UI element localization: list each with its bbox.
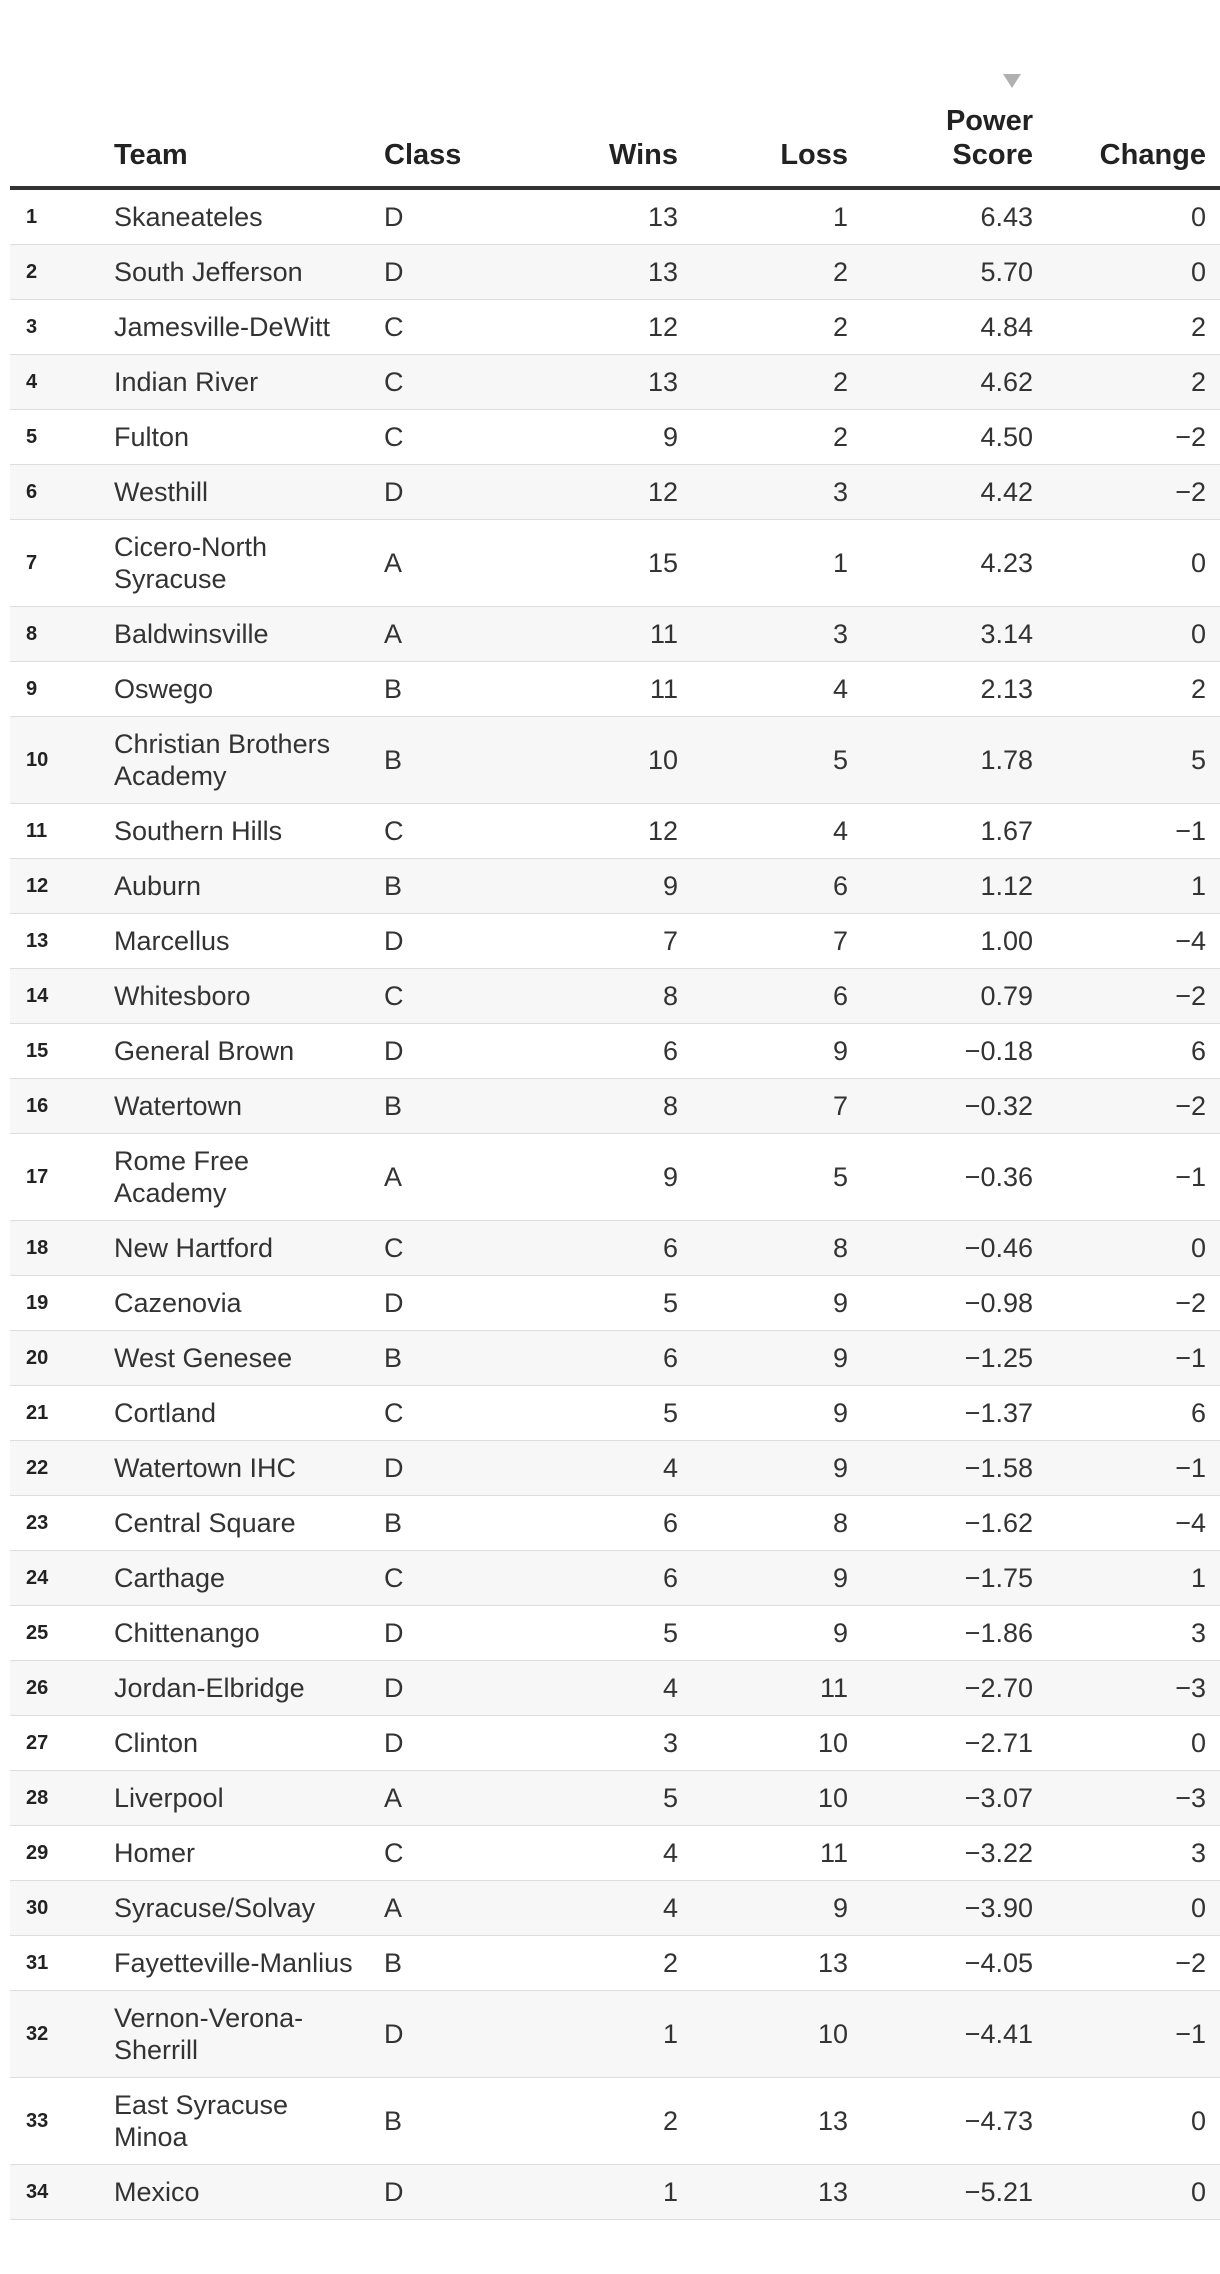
team-cell: Marcellus	[114, 926, 230, 956]
wins-cell: 4	[662, 1673, 678, 1703]
header-class[interactable]	[384, 0, 544, 188]
table-row	[10, 465, 1220, 520]
class-cell: A	[384, 1783, 403, 1813]
rank-cell: 13	[26, 930, 49, 952]
wins-cell: 6	[662, 1036, 678, 1066]
loss-cell: 3	[832, 477, 848, 507]
rank-cell: 7	[26, 552, 38, 574]
rank-cell: 24	[26, 1567, 49, 1589]
wins-cell: 4	[662, 1893, 678, 1923]
wins-cell: 4	[662, 1838, 678, 1868]
team-cell: Skaneateles	[114, 202, 263, 232]
class-cell: A	[384, 1162, 403, 1192]
change-cell: 3	[1190, 1618, 1206, 1648]
rank-cell: 34	[26, 2181, 49, 2203]
class-cell: B	[384, 1508, 403, 1538]
rank-cell: 14	[26, 985, 49, 1007]
team-cell: Cicero-North Syracuse	[114, 532, 268, 594]
table-row	[10, 914, 1220, 969]
change-cell: −2	[1175, 981, 1206, 1011]
loss-cell: 2	[832, 312, 848, 342]
change-cell: −1	[1175, 1343, 1206, 1373]
power-score-cell: −3.22	[964, 1838, 1033, 1868]
change-cell: −2	[1175, 1091, 1206, 1121]
power-score-cell: −2.71	[964, 1728, 1033, 1758]
change-cell: 2	[1190, 367, 1206, 397]
loss-cell: 9	[832, 1398, 848, 1428]
table-row	[10, 1134, 1220, 1221]
power-score-cell: −1.25	[964, 1343, 1033, 1373]
table-row	[10, 1606, 1220, 1661]
rank-cell: 9	[26, 678, 38, 700]
power-score-cell: 6.43	[980, 202, 1033, 232]
wins-cell: 13	[647, 202, 678, 232]
team-cell: Cortland	[114, 1398, 217, 1428]
rank-cell: 17	[26, 1166, 49, 1188]
wins-cell: 3	[662, 1728, 678, 1758]
header-rank	[10, 0, 114, 188]
wins-cell: 9	[662, 871, 678, 901]
rank-cell: 33	[26, 2110, 49, 2132]
wins-cell: 8	[662, 1091, 678, 1121]
class-cell: A	[384, 619, 403, 649]
class-cell: D	[384, 202, 404, 232]
rank-cell: 26	[26, 1677, 49, 1699]
change-cell: 2	[1190, 674, 1206, 704]
team-cell: Syracuse/Solvay	[114, 1893, 316, 1923]
rank-cell: 22	[26, 1457, 49, 1479]
table-row	[10, 188, 1220, 245]
class-cell: A	[384, 1893, 403, 1923]
sort-desc-icon	[1003, 74, 1021, 88]
loss-cell: 11	[819, 1838, 848, 1868]
loss-cell: 9	[832, 1288, 848, 1318]
table-row	[10, 1991, 1220, 2078]
power-score-cell: −1.58	[964, 1453, 1033, 1483]
table-header	[10, 0, 1220, 188]
loss-cell: 4	[832, 674, 848, 704]
class-cell: C	[384, 981, 404, 1011]
change-cell: 0	[1190, 548, 1206, 578]
rank-cell: 29	[26, 1842, 49, 1864]
power-score-cell: 4.42	[980, 477, 1033, 507]
rank-cell: 6	[26, 481, 38, 503]
team-cell: Indian River	[114, 367, 259, 397]
wins-cell: 6	[662, 1233, 678, 1263]
header-power-label-2: Score	[952, 139, 1033, 171]
header-loss-label: Loss	[780, 139, 848, 171]
table-body	[10, 188, 1220, 2220]
wins-cell: 13	[647, 367, 678, 397]
loss-cell: 7	[832, 926, 848, 956]
rank-cell: 21	[26, 1402, 49, 1424]
power-score-cell: −4.05	[964, 1948, 1033, 1978]
header-wins[interactable]	[544, 0, 678, 188]
team-cell: Fayetteville-Manlius	[114, 1948, 353, 1978]
power-score-cell: −0.32	[964, 1091, 1033, 1121]
change-cell: 0	[1190, 2177, 1206, 2207]
power-score-cell: 0.79	[980, 981, 1033, 1011]
table-row	[10, 859, 1220, 914]
wins-cell: 15	[647, 548, 678, 578]
loss-cell: 5	[832, 1162, 848, 1192]
team-cell: Cazenovia	[114, 1288, 242, 1318]
change-cell: −1	[1175, 2019, 1206, 2049]
wins-cell: 9	[662, 1162, 678, 1192]
class-cell: B	[384, 1343, 403, 1373]
power-score-cell: −3.07	[964, 1783, 1033, 1813]
loss-cell: 2	[832, 367, 848, 397]
wins-cell: 7	[662, 926, 678, 956]
class-cell: B	[384, 871, 403, 901]
loss-cell: 9	[832, 1618, 848, 1648]
header-change-label: Change	[1099, 139, 1206, 171]
loss-cell: 11	[819, 1673, 848, 1703]
change-cell: 1	[1190, 1563, 1206, 1593]
rank-cell: 32	[26, 2023, 49, 2045]
header-team[interactable]	[114, 0, 384, 188]
change-cell: 1	[1190, 871, 1206, 901]
loss-cell: 3	[832, 619, 848, 649]
team-cell: South Jefferson	[114, 257, 303, 287]
power-score-cell: −0.98	[964, 1288, 1033, 1318]
team-cell: Chittenango	[114, 1618, 260, 1648]
class-cell: D	[384, 1618, 404, 1648]
table-row	[10, 1496, 1220, 1551]
rank-cell: 3	[26, 316, 38, 338]
header-team-label: Team	[114, 139, 188, 171]
header-power-label-1: Power	[945, 105, 1033, 137]
loss-cell: 6	[832, 981, 848, 1011]
rank-cell: 12	[26, 875, 49, 897]
change-cell: −1	[1175, 1162, 1206, 1192]
wins-cell: 2	[662, 2106, 678, 2136]
team-cell: Christian Brothers Academy	[114, 729, 331, 791]
loss-cell: 2	[832, 422, 848, 452]
loss-cell: 2	[832, 257, 848, 287]
team-cell: Jordan-Elbridge	[114, 1673, 305, 1703]
class-cell: C	[384, 816, 404, 846]
team-cell: Jamesville-DeWitt	[114, 312, 331, 342]
rank-cell: 5	[26, 426, 38, 448]
wins-cell: 10	[647, 745, 678, 775]
power-score-cell: −1.62	[964, 1508, 1033, 1538]
wins-cell: 12	[647, 477, 678, 507]
team-cell: Oswego	[114, 674, 214, 704]
table-row	[10, 355, 1220, 410]
rank-cell: 10	[26, 749, 49, 771]
change-cell: −2	[1175, 1288, 1206, 1318]
class-cell: D	[384, 1453, 404, 1483]
power-score-cell: −4.41	[964, 2019, 1033, 2049]
table-row	[10, 1441, 1220, 1496]
rank-cell: 4	[26, 371, 38, 393]
change-cell: 0	[1190, 1893, 1206, 1923]
power-score-cell: 1.78	[980, 745, 1033, 775]
power-score-cell: −3.90	[964, 1893, 1033, 1923]
power-score-cell: 1.12	[980, 871, 1033, 901]
team-cell: New Hartford	[114, 1233, 274, 1263]
rank-cell: 20	[26, 1347, 49, 1369]
power-score-cell: 2.13	[980, 674, 1033, 704]
wins-cell: 8	[662, 981, 678, 1011]
power-score-cell: −5.21	[964, 2177, 1033, 2207]
wins-cell: 5	[662, 1288, 678, 1318]
rank-cell: 23	[26, 1512, 49, 1534]
power-score-cell: −1.75	[964, 1563, 1033, 1593]
loss-cell: 1	[832, 202, 848, 232]
team-cell: Southern Hills	[114, 816, 283, 846]
header-change[interactable]	[1033, 0, 1220, 188]
table-row	[10, 300, 1220, 355]
loss-cell: 13	[817, 1948, 848, 1978]
loss-cell: 5	[832, 745, 848, 775]
change-cell: 2	[1190, 312, 1206, 342]
change-cell: 6	[1190, 1036, 1206, 1066]
class-cell: B	[384, 745, 403, 775]
rank-cell: 8	[26, 623, 38, 645]
change-cell: −1	[1175, 816, 1206, 846]
class-cell: D	[384, 1728, 404, 1758]
table-row	[10, 520, 1220, 607]
change-cell: 3	[1190, 1838, 1206, 1868]
change-cell: 0	[1190, 1233, 1206, 1263]
wins-cell: 12	[647, 816, 678, 846]
change-cell: −2	[1175, 477, 1206, 507]
header-row	[10, 0, 1220, 188]
class-cell: C	[384, 1563, 404, 1593]
class-cell: B	[384, 674, 403, 704]
table-row	[10, 1386, 1220, 1441]
rank-cell: 27	[26, 1732, 49, 1754]
class-cell: D	[384, 257, 404, 287]
wins-cell: 2	[662, 1948, 678, 1978]
change-cell: −1	[1175, 1453, 1206, 1483]
class-cell: C	[384, 1233, 404, 1263]
team-cell: Rome Free Academy	[114, 1146, 250, 1208]
table-row	[10, 1771, 1220, 1826]
rank-cell: 15	[26, 1040, 49, 1062]
class-cell: D	[384, 2177, 404, 2207]
loss-cell: 4	[832, 816, 848, 846]
team-cell: Mexico	[114, 2177, 200, 2207]
wins-cell: 6	[662, 1343, 678, 1373]
power-score-cell: −4.73	[964, 2106, 1033, 2136]
rank-cell: 11	[26, 820, 48, 842]
table-row	[10, 1936, 1220, 1991]
table-row	[10, 607, 1220, 662]
team-cell: Auburn	[114, 871, 202, 901]
power-score-cell: 1.00	[980, 926, 1033, 956]
change-cell: 0	[1190, 257, 1206, 287]
wins-cell: 1	[662, 2177, 678, 2207]
change-cell: 0	[1190, 1728, 1206, 1758]
loss-cell: 10	[817, 1728, 848, 1758]
wins-cell: 5	[662, 1783, 678, 1813]
header-power-score[interactable]	[848, 0, 1033, 188]
team-cell: Whitesboro	[114, 981, 251, 1011]
team-cell: Westhill	[114, 477, 209, 507]
rank-cell: 18	[26, 1237, 49, 1259]
loss-cell: 8	[832, 1508, 848, 1538]
header-wins-label: Wins	[608, 139, 678, 171]
team-cell: Central Square	[114, 1508, 296, 1538]
wins-cell: 13	[647, 257, 678, 287]
class-cell: A	[384, 548, 403, 578]
change-cell: −3	[1175, 1783, 1206, 1813]
rankings-table-container	[10, 0, 1206, 2220]
loss-cell: 9	[832, 1343, 848, 1373]
wins-cell: 1	[662, 2019, 678, 2049]
loss-cell: 13	[817, 2106, 848, 2136]
team-cell: West Genesee	[114, 1343, 293, 1373]
change-cell: −3	[1175, 1673, 1206, 1703]
wins-cell: 6	[662, 1563, 678, 1593]
team-cell: Vernon-Verona-Sherrill	[114, 2003, 304, 2065]
wins-cell: 5	[662, 1398, 678, 1428]
loss-cell: 9	[832, 1453, 848, 1483]
table-row	[10, 1079, 1220, 1134]
power-score-cell: −0.36	[964, 1162, 1033, 1192]
loss-cell: 9	[832, 1893, 848, 1923]
rank-cell: 2	[26, 261, 38, 283]
team-cell: Liverpool	[114, 1783, 224, 1813]
class-cell: C	[384, 312, 404, 342]
change-cell: 0	[1190, 2106, 1206, 2136]
class-cell: C	[384, 422, 404, 452]
class-cell: D	[384, 1036, 404, 1066]
change-cell: −2	[1175, 1948, 1206, 1978]
header-loss[interactable]	[678, 0, 848, 188]
team-cell: Baldwinsville	[114, 619, 269, 649]
table-row	[10, 662, 1220, 717]
power-score-cell: −1.86	[964, 1618, 1033, 1648]
table-row	[10, 2078, 1220, 2165]
rank-cell: 1	[26, 206, 38, 228]
power-score-cell: −0.18	[964, 1036, 1033, 1066]
class-cell: D	[384, 477, 404, 507]
change-cell: 0	[1190, 619, 1206, 649]
power-score-cell: 4.50	[980, 422, 1033, 452]
loss-cell: 10	[817, 1783, 848, 1813]
team-cell: Watertown IHC	[114, 1453, 297, 1483]
table-row	[10, 1661, 1220, 1716]
wins-cell: 4	[662, 1453, 678, 1483]
class-cell: B	[384, 1948, 403, 1978]
loss-cell: 10	[817, 2019, 848, 2049]
table-row	[10, 804, 1220, 859]
change-cell: −4	[1175, 1508, 1206, 1538]
loss-cell: 7	[832, 1091, 848, 1121]
power-score-cell: −2.70	[964, 1673, 1033, 1703]
rank-cell: 25	[26, 1622, 49, 1644]
table-row	[10, 2165, 1220, 2220]
rank-cell: 19	[26, 1292, 49, 1314]
table-row	[10, 1331, 1220, 1386]
table-row	[10, 1881, 1220, 1936]
team-cell: East Syracuse Minoa	[114, 2090, 289, 2152]
team-cell: Carthage	[114, 1563, 226, 1593]
team-cell: Homer	[114, 1838, 196, 1868]
table-row	[10, 969, 1220, 1024]
class-cell: D	[384, 1288, 404, 1318]
power-score-cell: −1.37	[964, 1398, 1033, 1428]
power-score-cell: −0.46	[964, 1233, 1033, 1263]
change-cell: −4	[1175, 926, 1206, 956]
wins-cell: 11	[649, 619, 678, 649]
power-score-cell: 1.67	[980, 816, 1033, 846]
class-cell: C	[384, 1398, 404, 1428]
table-row	[10, 1826, 1220, 1881]
wins-cell: 11	[649, 674, 678, 704]
change-cell: 5	[1190, 745, 1206, 775]
table-row	[10, 1024, 1220, 1079]
team-cell: General Brown	[114, 1036, 295, 1066]
rank-cell: 30	[26, 1897, 49, 1919]
loss-cell: 13	[817, 2177, 848, 2207]
team-cell: Fulton	[114, 422, 190, 452]
loss-cell: 6	[832, 871, 848, 901]
change-cell: 6	[1190, 1398, 1206, 1428]
class-cell: B	[384, 2106, 403, 2136]
table-row	[10, 245, 1220, 300]
loss-cell: 1	[832, 548, 848, 578]
table-row	[10, 1276, 1220, 1331]
wins-cell: 9	[662, 422, 678, 452]
class-cell: C	[384, 367, 404, 397]
rank-cell: 28	[26, 1787, 49, 1809]
power-score-cell: 4.62	[980, 367, 1033, 397]
table-row	[10, 1551, 1220, 1606]
rank-cell: 16	[26, 1095, 49, 1117]
table-row	[10, 1221, 1220, 1276]
class-cell: D	[384, 926, 404, 956]
team-cell: Clinton	[114, 1728, 199, 1758]
power-score-cell: 4.23	[980, 548, 1033, 578]
class-cell: D	[384, 1673, 404, 1703]
power-score-cell: 3.14	[980, 619, 1033, 649]
rankings-table	[10, 0, 1220, 2220]
change-cell: −2	[1175, 422, 1206, 452]
power-score-cell: 5.70	[980, 257, 1033, 287]
class-cell: D	[384, 2019, 404, 2049]
team-cell: Watertown	[114, 1091, 243, 1121]
loss-cell: 9	[832, 1563, 848, 1593]
class-cell: B	[384, 1091, 403, 1121]
wins-cell: 12	[647, 312, 678, 342]
loss-cell: 8	[832, 1233, 848, 1263]
table-row	[10, 410, 1220, 465]
wins-cell: 5	[662, 1618, 678, 1648]
loss-cell: 9	[832, 1036, 848, 1066]
power-score-cell: 4.84	[980, 312, 1033, 342]
header-class-label: Class	[384, 139, 462, 171]
wins-cell: 6	[662, 1508, 678, 1538]
change-cell: 0	[1190, 202, 1206, 232]
table-row	[10, 1716, 1220, 1771]
rank-cell: 31	[26, 1952, 49, 1974]
table-row	[10, 717, 1220, 804]
class-cell: C	[384, 1838, 404, 1868]
